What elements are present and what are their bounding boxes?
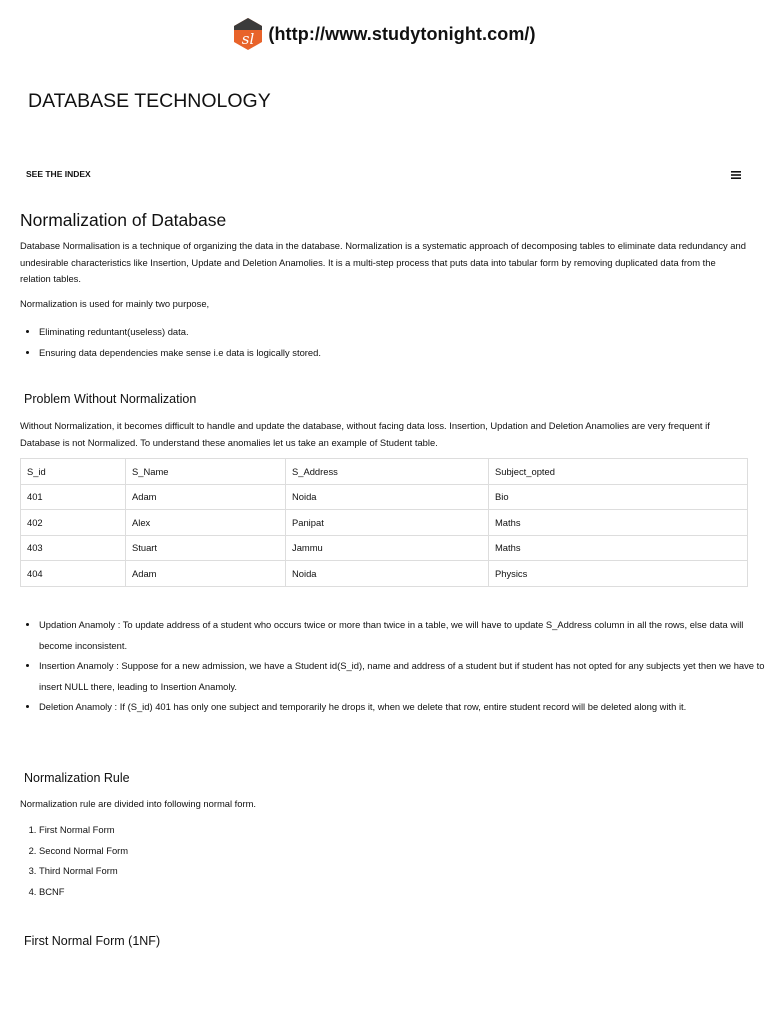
table-cell: 401 — [21, 484, 126, 510]
table-cell: Stuart — [126, 535, 286, 561]
purpose-list — [20, 321, 765, 363]
hamburger-menu-icon[interactable] — [730, 169, 742, 181]
section-heading-normalization-rule: Normalization Rule — [24, 771, 130, 785]
list-item: • Ensuring data dependencies make sense i.e data is logically stored. — [39, 342, 765, 363]
table-cell: Jammu — [286, 535, 489, 561]
table-header-row — [21, 459, 748, 485]
list-item: 3. Third Normal Form — [39, 861, 765, 882]
site-header — [0, 16, 768, 52]
list-item: • Deletion Anamoly : If (S_id) 401 has only one subject and temporarily he drops it, when we delete that row, entire student record will be deleted along with it. — [39, 697, 765, 718]
table-header-cell: Subject_opted — [489, 459, 748, 485]
normal-form-list — [20, 820, 765, 903]
table-row — [21, 484, 748, 510]
list-item: 4. BCNF — [39, 882, 765, 903]
table-cell: 402 — [21, 510, 126, 536]
table-cell: Panipat — [286, 510, 489, 536]
table-cell: Physics — [489, 561, 748, 587]
logo-text: sl — [242, 30, 255, 48]
table-row — [21, 561, 748, 587]
list-item: • Insertion Anamoly : Suppose for a new admission, we have a Student id(S_id), name and address of a student but if student has not opted for any subjects yet then we have to insert NULL there, leading to Insertion Anamoly. — [39, 656, 765, 697]
table-cell: Noida — [286, 484, 489, 510]
table-cell: Adam — [126, 561, 286, 587]
page-title: Normalization of Database — [20, 210, 227, 230]
see-index-link[interactable]: SEE THE INDEX — [26, 169, 91, 179]
problem-paragraph: Without Normalization, it becomes difficult to handle and update the database, without facing data loss. Insertion, Updation and Deletion Anamolies are very frequent if Database is not Normalized. To understand these anomalies let us take an example of Student table. — [20, 420, 710, 448]
site-title: DATABASE TECHNOLOGY — [28, 90, 271, 112]
site-url-link[interactable]: (http://www.studytonight.com/) — [268, 23, 536, 44]
table-cell: 404 — [21, 561, 126, 587]
table-cell: 403 — [21, 535, 126, 561]
studytonight-logo-icon[interactable] — [232, 17, 264, 51]
table-header-cell: S_Address — [286, 459, 489, 485]
table-cell: Bio — [489, 484, 748, 510]
table-header-cell: S_Name — [126, 459, 286, 485]
list-item: 2. Second Normal Form — [39, 841, 765, 862]
list-item: • Updation Anamoly : To update address of a student who occurs twice or more than twice in a table, we will have to update S_Address column in all the rows, else data will become inconsistent. — [39, 615, 765, 656]
student-table — [20, 458, 748, 587]
table-cell: Maths — [489, 510, 748, 536]
navbar — [26, 166, 744, 186]
table-header-cell: S_id — [21, 459, 126, 485]
section-heading-1nf: First Normal Form (1NF) — [24, 934, 161, 948]
list-item: • Eliminating reduntant(useless) data. — [39, 321, 765, 342]
purpose-intro: Normalization is used for mainly two purpose, — [20, 298, 210, 309]
list-item: 1. First Normal Form — [39, 820, 765, 841]
table-cell: Adam — [126, 484, 286, 510]
table-cell: Alex — [126, 510, 286, 536]
intro-paragraph: Database Normalisation is a technique of organizing the data in the database. Normalization is a systematic approach of decomposing tables to eliminate data redundancy and undesirable characteristics like Insertion, Update and Deletion Anamolies. It is a multi-step process that puts data into tabular form by removing duplicated data from the relation tables. — [20, 240, 746, 284]
section-heading-problem: Problem Without Normalization — [24, 392, 197, 406]
table-row — [21, 510, 748, 536]
rule-paragraph: Normalization rule are divided into following normal form. — [20, 798, 257, 809]
table-row — [21, 535, 748, 561]
table-cell: Noida — [286, 561, 489, 587]
table-cell: Maths — [489, 535, 748, 561]
anomaly-list — [20, 615, 765, 718]
